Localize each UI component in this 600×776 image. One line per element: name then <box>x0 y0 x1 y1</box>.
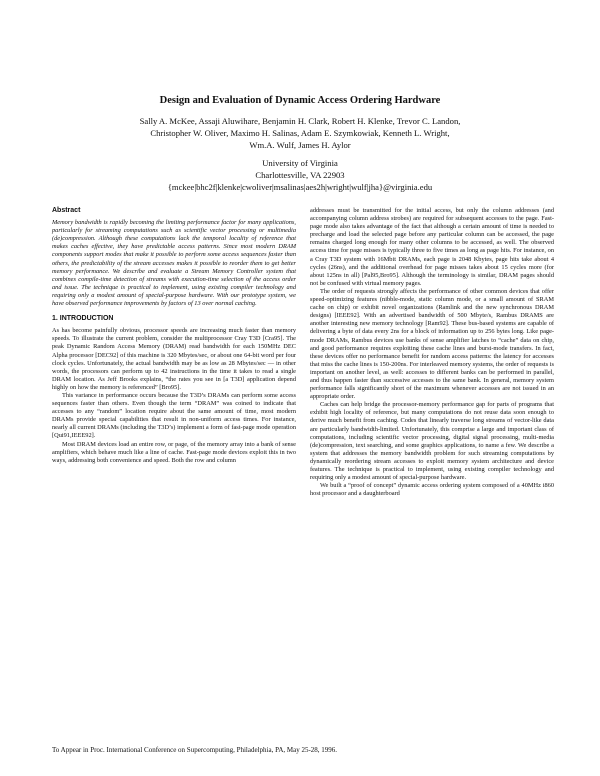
affiliation-emails: {mckee|bhc2f|klenke|cwoliver|msalinas|aes2h|wright|wulf|jha}@virginia.edu <box>167 182 433 192</box>
left-column <box>52 207 296 465</box>
right-column <box>310 207 554 498</box>
affiliation-university: University of Virginia <box>262 158 338 168</box>
paragraph: We built a “proof of concept” dynamic access ordering system composed of a 40MHz i860 host processor and a daughterboard <box>310 482 554 498</box>
introduction-heading: 1. INTRODUCTION <box>52 315 114 323</box>
paragraph: addresses must be transmitted for the initial access, but only the column addresses (and accompanying column address strobes) are required for subsequent accesses to the page. Fast-page mode also takes advantage of the fact that although a certain amount of time is needed to precharge and load the selected page before any particular column can be accessed, the page remains charged long enough for many other columns to be accessed, as well. The observed access time for page misses is typically three to five times as long as page hits. For instance, on a Cray T3D system with 16Mbit DRAMs, each page is 2048 Kbytes, page hits take about 4 cycles (26ns), and the additional overhead for page misses takes about 15 cycles more (for about 125ns in all) [Pal95,Bro95]. Although the terminology is similar, DRAM pages should not be confused with virtual memory pages. <box>310 207 554 287</box>
author-line: Wm.A. Wulf, James H. Aylor <box>249 140 351 150</box>
author-line: Sally A. McKee, Assaji Aluwihare, Benjamin H. Clark, Robert H. Klenke, Trevor C. Landon, <box>139 116 461 126</box>
paragraph: As has become painfully obvious, processor speeds are increasing much faster than memory speeds. To illustrate the current problem, consider the multiprocessor Cray T3D [Cra95]. The peak Dynamic Random Access Memory (DRAM) read bandwidth for each 150MHz DEC Alpha processor [DEC92] of this machine is 320 Mbytes/sec, or about one 64-bit word per four clock cycles. Unfortunately, the actual bandwidth may be as low as 28 Mbytes/sec — in other words, the processors can perform up to 42 instructions in the time it takes to read a single DRAM location. As Jeff Brooks explains, “the rates you see in [a T3D] application depend highly on how the memory is referenced” [Bro95]. <box>52 327 296 391</box>
paper-title: Design and Evaluation of Dynamic Access Ordering Hardware <box>159 95 441 106</box>
abstract-text: Memory bandwidth is rapidly becoming the limiting performance factor for many applications, particularly for streaming computations such as scientific vector processing or multimedia (de)compression. Although these computations lack the temporal locality of reference that makes caches effective, they have predictable access patterns. Since most modern DRAM components support modes that make it possible to perform some access sequences faster than others, the predictability of the stream accesses makes it possible to reorder them to get better memory performance. We describe and evaluate a Stream Memory Controller system that combines compile-time detection of streams with execution-time selection of the access order and issue. The technique is practical to implement, using existing compiler technology and requiring only a modest amount of special-purpose hardware. With our prototype system, we have observed performance improvements by factors of 13 over normal caching. <box>52 219 296 308</box>
publication-note: To Appear in Proc. International Conference on Supercomputing, Philadelphia, PA, May 25-28, 1996. <box>52 746 338 754</box>
paragraph: Most DRAM devices load an entire row, or page, of the memory array into a bank of sense amplifiers, which behave much like a line of cache. Fast-page mode devices exploit this in two ways, addressing both convenience and speed. Both the row and column <box>52 440 296 464</box>
abstract-heading: Abstract <box>52 207 81 214</box>
affiliation-city: Charlottesville, VA 22903 <box>255 170 345 180</box>
paragraph: This variance in performance occurs because the T3D’s DRAMs can perform some access sequences faster than others. Even though the term “DRAM” was coined to indicate that accesses to any “random” location require about the same amount of time, most modern DRAMs provide special capabilities that result in non-uniform access times. For instance, nearly all current DRAMs (including the T3D’s) implement a form of fast-page mode operation [Qui91,IEEE92]. <box>52 391 296 440</box>
paragraph: The order of requests strongly affects the performance of other common devices that offer speed-optimizing features (nibble-mode, static column mode, or a small amount of SRAM cache on chip) or exhibit novel organizations (Ramlink and the new synchronous DRAM designs) [IEEE92]. With an advertised bandwidth of 500 Mbyte/s, Rambus DRAMS are another interesting new memory technology [Ram92]. These bus-based systems are capable of delivering a byte of data every 2ns for a block of information up to 256 bytes long. Like page-mode DRAMs, Rambus devices use banks of sense amplifier latches to “cache” data on chip, and good performance requires exploiting these cache lines and burst-mode transfers. In fact, these devices offer no performance benefit for random access patterns: the latency for accesses that miss the cache lines is 150-200ns. For interleaved memory systems, the order of requests is important on another level, as well: accesses to different banks can be performed in parallel, and thus happen faster than successive accesses to the same bank. In general, memory system performance falls significantly short of the maximum whenever accesses are not issued in an appropriate order. <box>310 287 554 401</box>
affiliation <box>60 157 540 193</box>
author-line: Christopher W. Oliver, Maximo H. Salinas, Adam E. Szymkowiak, Kenneth L. Wright, <box>150 128 450 138</box>
author-list <box>60 115 540 151</box>
paragraph: Caches can help bridge the processor-memory performance gap for parts of programs that exhibit high locality of reference, but many computations do not reuse data soon enough to derive much benefit from caching. Codes that linearly traverse long streams of vector-like data are particularly bandwidth-limited. Unfortunately, this comprise a large and important class of computations, including scientific vector processing, digital signal processing, multi-media (de)compression, text searching, and some graphics applications, to name a few. We describe a system that addresses the memory bandwidth problem for such streaming computations by dynamically reordering stream accesses to exploit memory system architecture and device features. The technique is practical to implement, using existing compiler technology and requiring only a modest amount of special-purpose hardware. <box>310 401 554 482</box>
